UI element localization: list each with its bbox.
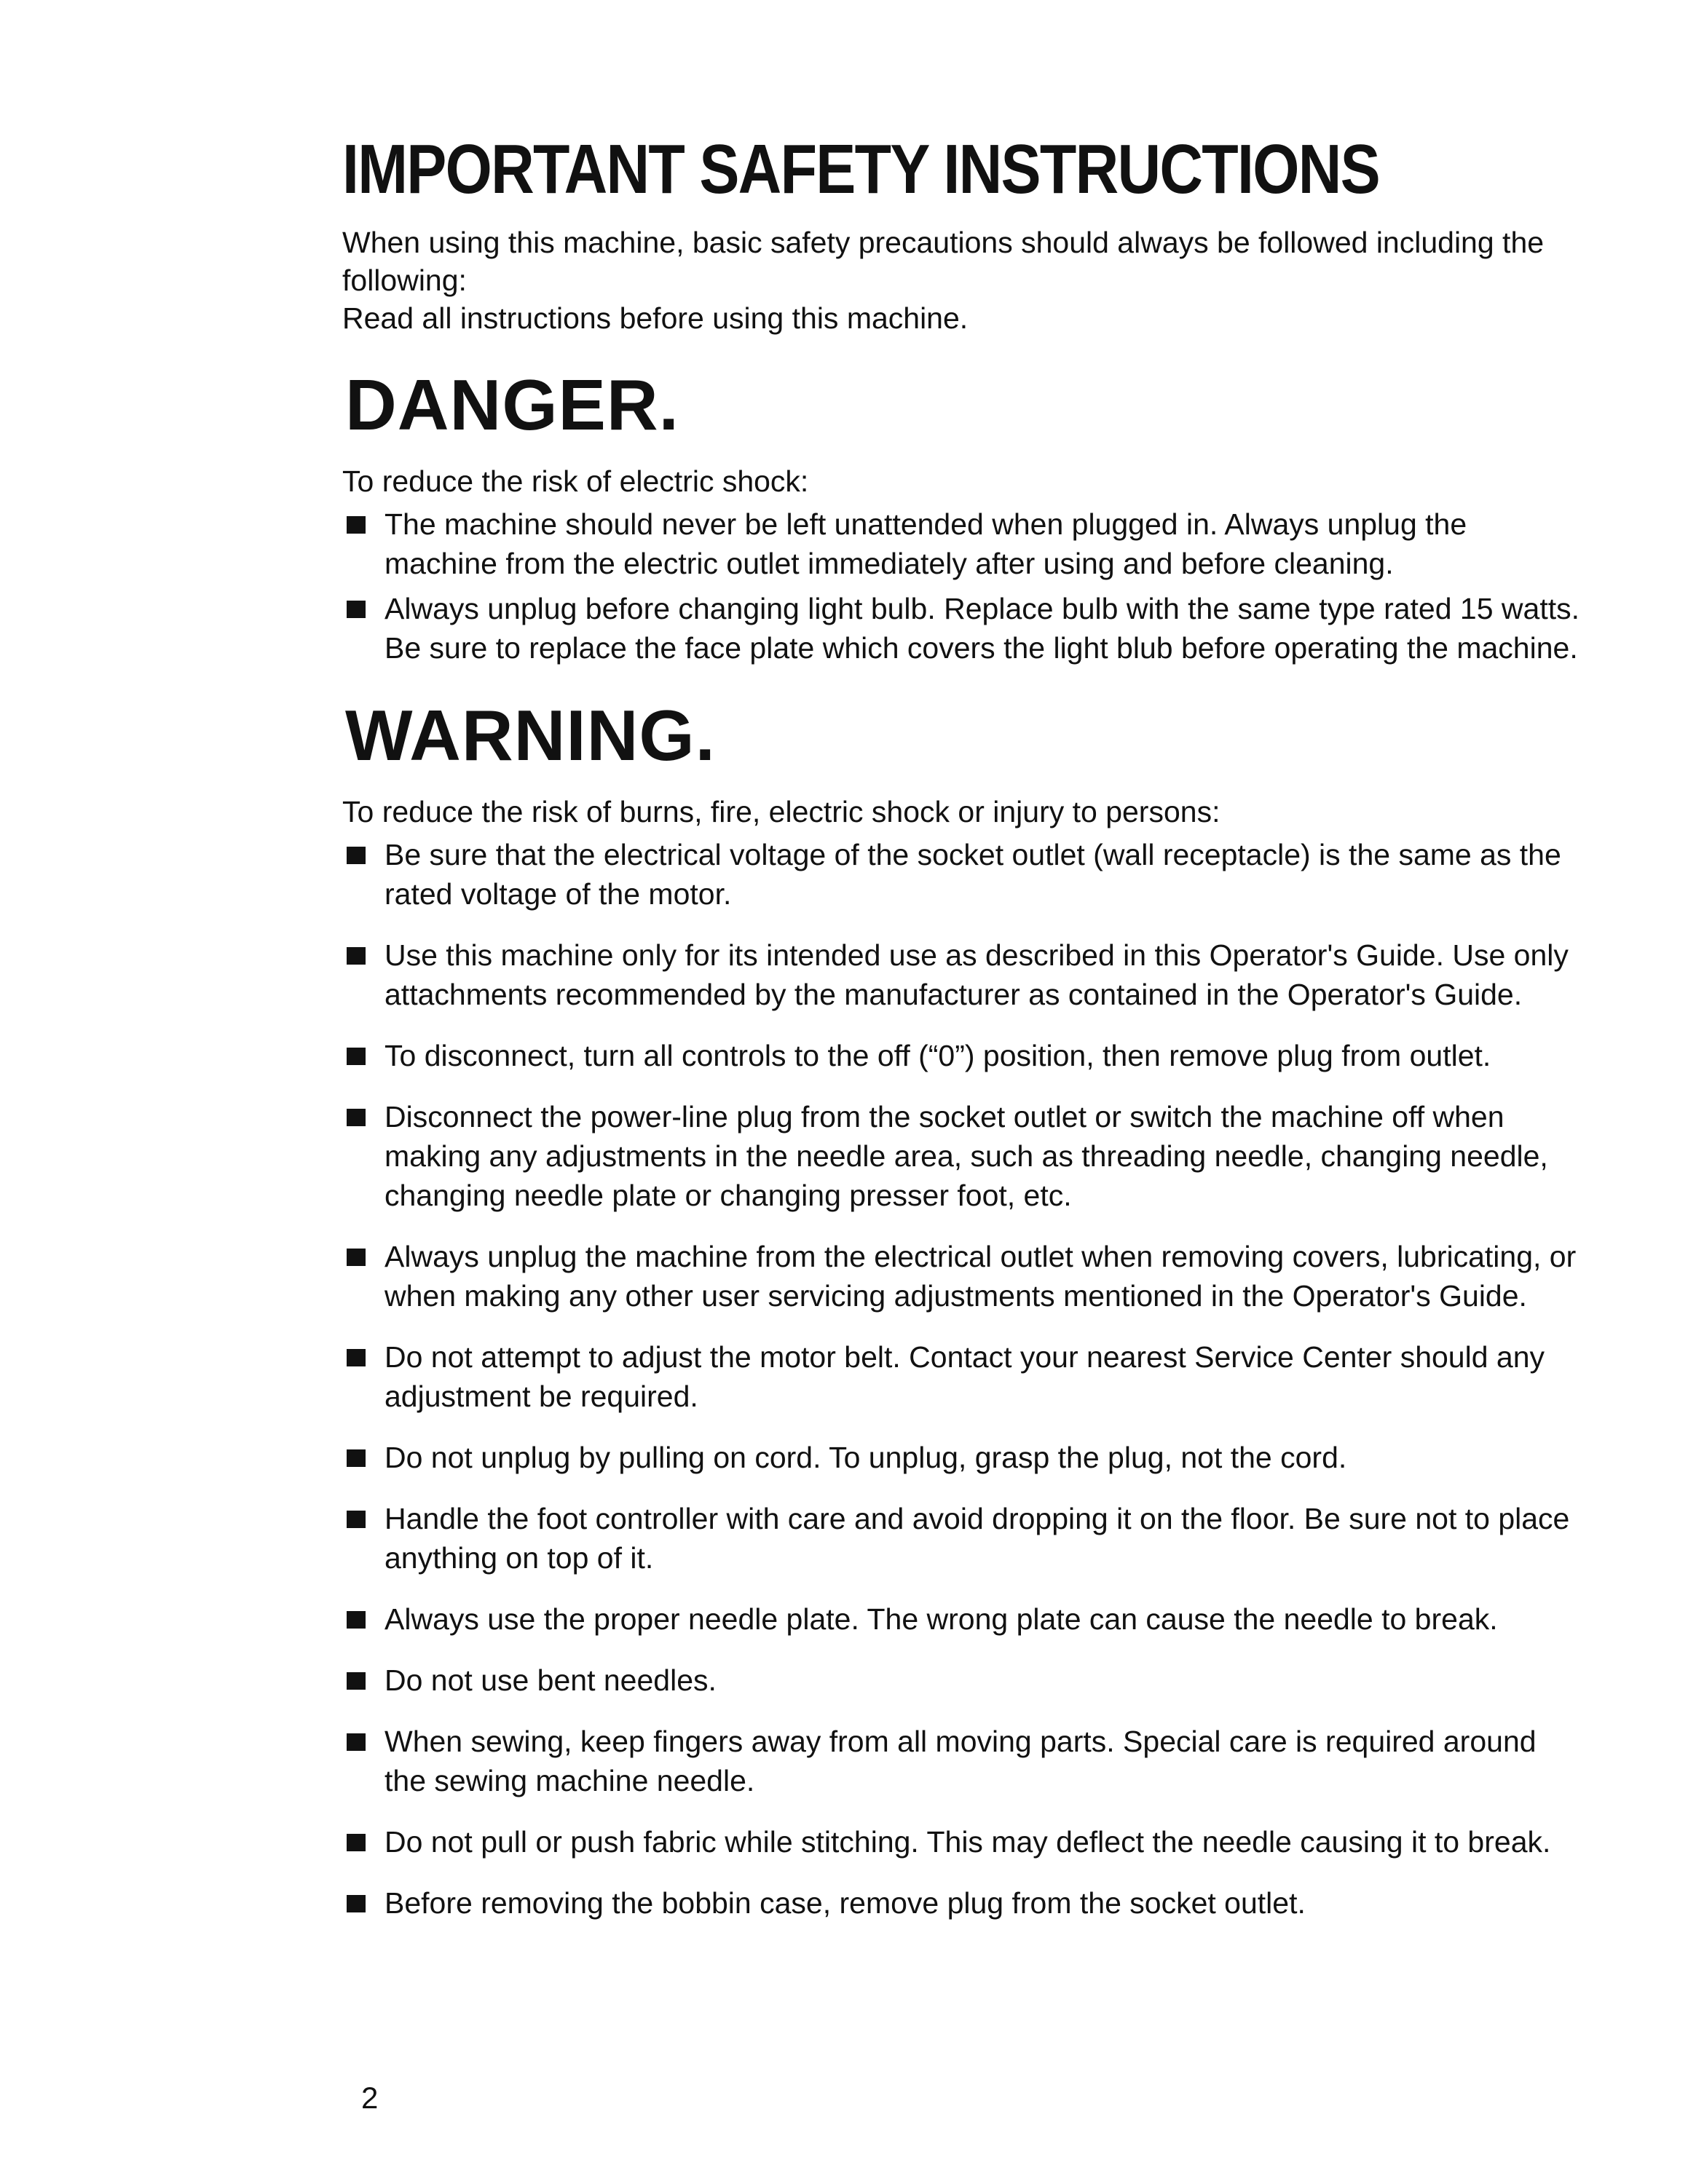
list-item-text: Do not unplug by pulling on cord. To unplug, grasp the plug, not the cord. bbox=[384, 1441, 1347, 1474]
bullet-square-icon bbox=[347, 1048, 366, 1065]
list-item-text: To disconnect, turn all controls to the off (“0”) position, then remove plug from outlet. bbox=[384, 1039, 1491, 1072]
danger-list bbox=[342, 505, 1580, 668]
page-title: IMPORTANT SAFETY INSTRUCTIONS bbox=[342, 130, 1379, 208]
bullet-square-icon bbox=[347, 601, 366, 618]
bullet-square-icon bbox=[347, 1449, 366, 1467]
list-item-text: Disconnect the power-line plug from the socket outlet or switch the machine off when making any adjustments in the needle area, such as threading needle, changing needle, changing needle plate or changing presser foot, etc. bbox=[384, 1100, 1548, 1212]
list-item bbox=[342, 1599, 1580, 1639]
list-item bbox=[342, 1438, 1580, 1477]
page-number: 2 bbox=[361, 2081, 379, 2115]
safety-page bbox=[342, 130, 1580, 1944]
list-item bbox=[342, 1499, 1580, 1578]
list-item bbox=[342, 1337, 1580, 1416]
bullet-square-icon bbox=[347, 1249, 366, 1266]
list-item bbox=[342, 1822, 1580, 1861]
list-item bbox=[342, 835, 1580, 914]
danger-lead: To reduce the risk of electric shock: bbox=[342, 464, 809, 498]
list-item-text: Be sure that the electrical voltage of the socket outlet (wall receptacle) is the same as the rated voltage of the motor. bbox=[384, 838, 1561, 911]
list-item bbox=[342, 935, 1580, 1014]
warning-heading: WARNING. bbox=[345, 695, 716, 775]
warning-lead: To reduce the risk of burns, fire, electric shock or injury to persons: bbox=[342, 795, 1220, 828]
list-item bbox=[342, 1883, 1580, 1923]
bullet-square-icon bbox=[347, 1895, 366, 1912]
bullet-square-icon bbox=[347, 516, 366, 534]
list-item bbox=[342, 1097, 1580, 1215]
list-item-text: The machine should never be left unattended when plugged in. Always unplug the machine from the electric outlet immediately after using and before cleaning. bbox=[384, 507, 1467, 580]
list-item-text: Do not pull or push fabric while stitching. This may deflect the needle causing it to break. bbox=[384, 1825, 1551, 1859]
list-item-text: Use this machine only for its intended use as described in this Operator's Guide. Use only attachments recommended by the manufacturer as contained in the Operator's Guide. bbox=[384, 938, 1569, 1011]
list-item-text: Do not attempt to adjust the motor belt. Contact your nearest Service Center should any adjustment be required. bbox=[384, 1340, 1545, 1413]
warning-list bbox=[342, 835, 1580, 1923]
list-item bbox=[342, 1036, 1580, 1075]
bullet-square-icon bbox=[347, 947, 366, 965]
list-item-text: Always use the proper needle plate. The wrong plate can cause the needle to break. bbox=[384, 1602, 1498, 1636]
bullet-square-icon bbox=[347, 1611, 366, 1629]
bullet-square-icon bbox=[347, 1109, 366, 1126]
bullet-square-icon bbox=[347, 1511, 366, 1528]
danger-heading: DANGER. bbox=[345, 365, 679, 445]
intro-line-precautions: When using this machine, basic safety precautions should always be followed including the following: bbox=[342, 226, 1545, 297]
list-item bbox=[342, 1722, 1580, 1800]
intro-line-read-instructions: Read all instructions before using this machine. bbox=[342, 301, 969, 335]
bullet-square-icon bbox=[347, 1733, 366, 1751]
list-item-text: Do not use bent needles. bbox=[384, 1663, 717, 1697]
intro-text bbox=[342, 223, 1580, 337]
bullet-square-icon bbox=[347, 1834, 366, 1851]
list-item-text: Before removing the bobbin case, remove plug from the socket outlet. bbox=[384, 1886, 1306, 1920]
list-item bbox=[342, 1237, 1580, 1315]
list-item bbox=[342, 1661, 1580, 1700]
bullet-square-icon bbox=[347, 847, 366, 864]
bullet-square-icon bbox=[347, 1349, 366, 1366]
bullet-square-icon bbox=[347, 1672, 366, 1690]
list-item-text: Always unplug the machine from the electrical outlet when removing covers, lubricating, or when making any other user servicing adjustments mentioned in the Operator's Guide. bbox=[384, 1240, 1577, 1313]
list-item bbox=[342, 589, 1580, 668]
list-item bbox=[342, 505, 1580, 583]
list-item-text: Always unplug before changing light bulb. Replace bulb with the same type rated 15 watts. Be sure to replace the face plate which covers the light blub before operating the machine. bbox=[384, 592, 1580, 665]
list-item-text: When sewing, keep fingers away from all moving parts. Special care is required around the sewing machine needle. bbox=[384, 1725, 1537, 1797]
list-item-text: Handle the foot controller with care and avoid dropping it on the floor. Be sure not to place anything on top of it. bbox=[384, 1502, 1570, 1575]
